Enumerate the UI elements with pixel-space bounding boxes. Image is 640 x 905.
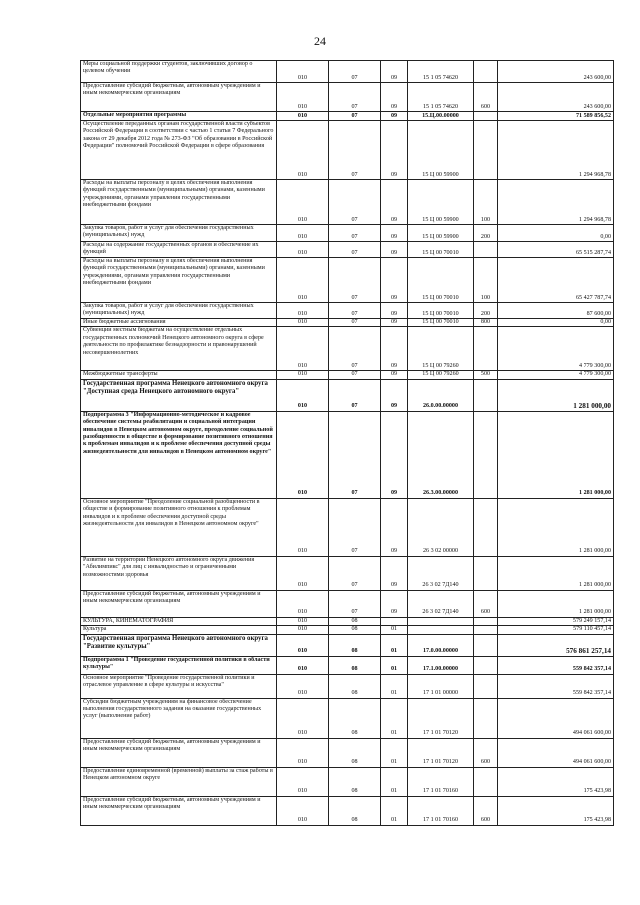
row-section-code: 07 <box>329 61 381 83</box>
row-name: Предоставление субсидий бюджетным, автономным учреждениям и иным некоммерческим организациям <box>81 796 277 825</box>
row-subsection-code: 09 <box>381 61 408 83</box>
table-row <box>81 556 614 590</box>
row-subsection-code: 09 <box>381 556 408 590</box>
table-row <box>81 411 614 498</box>
row-ved-code: 010 <box>277 258 329 303</box>
row-expense-type <box>474 626 498 634</box>
row-name: Предоставление субсидий бюджетным, автономным учреждениям и иным некоммерческим организациям <box>81 83 277 112</box>
row-expense-type: 600 <box>474 738 498 767</box>
row-section-code: 07 <box>329 83 381 112</box>
row-target-article: 15 Ц 00 79260 <box>408 327 474 371</box>
row-target-article: 26 3 02 7Д140 <box>408 556 474 590</box>
row-subsection-code: 01 <box>381 767 408 796</box>
row-section-code: 07 <box>329 590 381 617</box>
row-name: Иные бюджетные ассигнования <box>81 319 277 327</box>
row-section-code: 07 <box>329 556 381 590</box>
table-row <box>81 674 614 698</box>
row-ved-code: 010 <box>277 225 329 242</box>
row-amount: 1 294 968,78 <box>498 121 614 180</box>
row-target-article: 15 Ц 00 59900 <box>408 121 474 180</box>
row-amount: 494 061 600,00 <box>498 698 614 738</box>
row-target-article: 26.0.00.00000 <box>408 379 474 411</box>
row-name: Государственная программа Ненецкого автономного округа "Доступная среда Ненецкого автономного округа" <box>81 379 277 411</box>
row-subsection-code <box>381 617 408 625</box>
row-amount: 65 515 287,74 <box>498 242 614 258</box>
row-target-article <box>408 617 474 625</box>
row-expense-type: 600 <box>474 83 498 112</box>
row-name: Расходы на выплаты персоналу в целях обеспечения выполнения функций государственными (муниципальными) органами, казенными учреждениями, органами управления государственными внебюджетными фондами <box>81 180 277 225</box>
row-name: Расходы на содержание государственных органов и обеспечение их функций <box>81 242 277 258</box>
row-section-code: 08 <box>329 617 381 625</box>
row-name: Предоставление единовременной (временной) выплаты за стаж работы в Ненецком автономном округе <box>81 767 277 796</box>
row-target-article: 17 1 01 70120 <box>408 698 474 738</box>
row-target-article: 15 Ц 00 70010 <box>408 242 474 258</box>
row-expense-type <box>474 498 498 556</box>
row-name: Предоставление субсидий бюджетным, автономным учреждениям и иным некоммерческим организациям <box>81 738 277 767</box>
row-expense-type <box>474 674 498 698</box>
row-target-article: 26.3.00.00000 <box>408 411 474 498</box>
row-name: Подпрограмма 1 "Проведение государственной политики в области культуры" <box>81 656 277 674</box>
row-target-article: 17.1.00.00000 <box>408 656 474 674</box>
table-row <box>81 180 614 225</box>
row-section-code: 07 <box>329 371 381 379</box>
table-row <box>81 626 614 634</box>
table-row <box>81 225 614 242</box>
row-section-code: 07 <box>329 112 381 121</box>
row-section-code: 08 <box>329 698 381 738</box>
row-target-article: 17 1 01 70160 <box>408 767 474 796</box>
row-name: Основное мероприятие "Проведение государственной политики и отраслевое управление в сфере культуры и искусства" <box>81 674 277 698</box>
row-expense-type <box>474 617 498 625</box>
row-expense-type: 100 <box>474 180 498 225</box>
row-target-article: 15.Ц.00.00000 <box>408 112 474 121</box>
table-row <box>81 590 614 617</box>
row-ved-code: 010 <box>277 674 329 698</box>
row-amount: 87 600,00 <box>498 303 614 319</box>
row-ved-code: 010 <box>277 411 329 498</box>
row-subsection-code: 01 <box>381 796 408 825</box>
row-amount: 175 423,98 <box>498 767 614 796</box>
row-amount: 579 249 157,14 <box>498 617 614 625</box>
row-ved-code: 010 <box>277 698 329 738</box>
row-ved-code: 010 <box>277 556 329 590</box>
row-section-code: 07 <box>329 319 381 327</box>
row-target-article: 15 Ц 00 79260 <box>408 371 474 379</box>
row-ved-code: 010 <box>277 61 329 83</box>
table-row <box>81 698 614 738</box>
row-expense-type <box>474 112 498 121</box>
row-target-article: 15 Ц 00 70010 <box>408 258 474 303</box>
row-expense-type <box>474 767 498 796</box>
table-row <box>81 242 614 258</box>
row-amount: 65 427 787,74 <box>498 258 614 303</box>
row-ved-code: 010 <box>277 83 329 112</box>
row-name: Закупка товаров, работ и услуг для обеспечения государственных (муниципальных) нужд <box>81 303 277 319</box>
row-subsection-code: 09 <box>381 180 408 225</box>
table-body <box>81 61 614 826</box>
row-section-code: 08 <box>329 796 381 825</box>
row-target-article: 15 Ц 00 59900 <box>408 225 474 242</box>
row-subsection-code: 09 <box>381 590 408 617</box>
row-amount: 579 110 457,14 <box>498 626 614 634</box>
row-name: Субсидии бюджетным учреждениям на финансовое обеспечение выполнения государственного задания на оказание государственных услуг (выполнение работ) <box>81 698 277 738</box>
row-expense-type: 800 <box>474 319 498 327</box>
row-subsection-code: 01 <box>381 656 408 674</box>
row-section-code: 08 <box>329 738 381 767</box>
row-ved-code: 010 <box>277 319 329 327</box>
row-target-article: 26 3 02 7Д140 <box>408 590 474 617</box>
row-amount: 1 281 000,00 <box>498 556 614 590</box>
row-amount: 243 600,00 <box>498 83 614 112</box>
row-expense-type <box>474 242 498 258</box>
row-subsection-code: 01 <box>381 626 408 634</box>
row-expense-type <box>474 556 498 590</box>
row-amount: 71 589 856,52 <box>498 112 614 121</box>
row-amount: 576 861 257,14 <box>498 634 614 656</box>
page-number: 24 <box>314 34 326 48</box>
row-ved-code: 010 <box>277 303 329 319</box>
row-name: Подпрограмма 3 "Информационно-методическое и кадровое обеспечение системы реабилитации и социальной интеграции инвалидов в Ненецком автономном округе, преодоление социальной разобщенности в обществе и формирование позитивного отношения к проблемам инвалидов и к проблеме обеспечения доступной среды жизнедеятельности для инвалидов в Ненецком автономном округе" <box>81 411 277 498</box>
row-ved-code: 010 <box>277 379 329 411</box>
row-subsection-code: 09 <box>381 258 408 303</box>
row-subsection-code: 01 <box>381 738 408 767</box>
table-row <box>81 303 614 319</box>
row-target-article: 15 1 05 74620 <box>408 61 474 83</box>
table-row <box>81 767 614 796</box>
row-subsection-code: 09 <box>381 225 408 242</box>
row-name: Отдельные мероприятия программы <box>81 112 277 121</box>
table-row <box>81 61 614 83</box>
row-target-article: 17.0.00.00000 <box>408 634 474 656</box>
row-ved-code: 010 <box>277 634 329 656</box>
row-subsection-code: 09 <box>381 498 408 556</box>
table-row <box>81 258 614 303</box>
row-ved-code: 010 <box>277 498 329 556</box>
table-row <box>81 656 614 674</box>
row-expense-type <box>474 698 498 738</box>
row-ved-code: 010 <box>277 121 329 180</box>
row-amount: 1 281 000,00 <box>498 379 614 411</box>
row-name: Субвенции местным бюджетам на осуществление отдельных государственных полномочий Ненецкого автономного округа в сфере деятельности по профилактике безнадзорности и правонарушений несовершеннолетних <box>81 327 277 371</box>
row-subsection-code: 09 <box>381 327 408 371</box>
row-name: Предоставление субсидий бюджетным, автономным учреждениям и иным некоммерческим организациям <box>81 590 277 617</box>
row-expense-type <box>474 656 498 674</box>
row-target-article: 15 Ц 00 70010 <box>408 303 474 319</box>
row-amount: 494 061 600,00 <box>498 738 614 767</box>
row-amount: 1 294 968,78 <box>498 180 614 225</box>
row-expense-type <box>474 121 498 180</box>
table-row <box>81 379 614 411</box>
row-amount: 4 779 300,00 <box>498 327 614 371</box>
row-section-code: 08 <box>329 767 381 796</box>
row-section-code: 07 <box>329 180 381 225</box>
row-amount: 559 842 357,14 <box>498 674 614 698</box>
row-expense-type <box>474 327 498 371</box>
row-subsection-code: 09 <box>381 411 408 498</box>
table-row <box>81 327 614 371</box>
row-expense-type <box>474 61 498 83</box>
row-subsection-code: 01 <box>381 634 408 656</box>
row-ved-code: 010 <box>277 656 329 674</box>
row-expense-type: 200 <box>474 303 498 319</box>
row-expense-type: 600 <box>474 590 498 617</box>
row-name: Расходы на выплаты персоналу в целях обеспечения выполнения функций государственными (муниципальными) органами, казенными учреждениями, органами управления государственными внебюджетными фондами <box>81 258 277 303</box>
row-section-code: 08 <box>329 634 381 656</box>
row-expense-type: 100 <box>474 258 498 303</box>
row-name: Закупка товаров, работ и услуг для обеспечения государственных (муниципальных) нужд <box>81 225 277 242</box>
row-amount: 1 281 000,00 <box>498 498 614 556</box>
row-ved-code: 010 <box>277 626 329 634</box>
row-subsection-code: 09 <box>381 112 408 121</box>
row-section-code: 07 <box>329 498 381 556</box>
row-expense-type <box>474 411 498 498</box>
row-subsection-code: 09 <box>381 83 408 112</box>
budget-table <box>80 60 614 826</box>
row-expense-type: 200 <box>474 225 498 242</box>
row-expense-type: 500 <box>474 371 498 379</box>
row-section-code: 08 <box>329 626 381 634</box>
table-row <box>81 796 614 825</box>
row-name: Осуществление переданных органам государственной власти субъектов Российской Федерации в соответствии с частью 1 статьи 7 Федерального закона от 29 декабря 2012 года № 273-ФЗ "Об образовании в Российской Федерации" полномочий Российской Федерации в сфере образования <box>81 121 277 180</box>
row-ved-code: 010 <box>277 796 329 825</box>
row-expense-type <box>474 379 498 411</box>
row-subsection-code: 09 <box>381 303 408 319</box>
row-ved-code: 010 <box>277 617 329 625</box>
row-amount: 243 600,00 <box>498 61 614 83</box>
row-amount: 0,00 <box>498 319 614 327</box>
row-target-article: 15 Ц 00 70010 <box>408 319 474 327</box>
table-row <box>81 112 614 121</box>
row-ved-code: 010 <box>277 590 329 617</box>
row-ved-code: 010 <box>277 242 329 258</box>
row-section-code: 07 <box>329 121 381 180</box>
row-amount: 559 842 357,14 <box>498 656 614 674</box>
row-subsection-code: 01 <box>381 674 408 698</box>
row-section-code: 08 <box>329 674 381 698</box>
row-subsection-code: 09 <box>381 319 408 327</box>
row-subsection-code: 09 <box>381 242 408 258</box>
row-amount: 1 281 000,00 <box>498 411 614 498</box>
row-amount: 1 281 000,00 <box>498 590 614 617</box>
row-amount: 0,00 <box>498 225 614 242</box>
row-expense-type <box>474 634 498 656</box>
row-subsection-code: 09 <box>381 371 408 379</box>
row-name: Развитие на территории Ненецкого автономного округа движения "Абилимпикс" для лиц с инвалидностью и ограниченными возможностями здоровья <box>81 556 277 590</box>
row-section-code: 07 <box>329 225 381 242</box>
table-row <box>81 121 614 180</box>
row-target-article <box>408 626 474 634</box>
row-target-article: 17 1 01 70120 <box>408 738 474 767</box>
row-subsection-code: 09 <box>381 121 408 180</box>
row-section-code: 08 <box>329 656 381 674</box>
row-name: Государственная программа Ненецкого автономного округа "Развитие культуры" <box>81 634 277 656</box>
table-row <box>81 617 614 625</box>
row-subsection-code: 01 <box>381 698 408 738</box>
row-ved-code: 010 <box>277 327 329 371</box>
row-section-code: 07 <box>329 242 381 258</box>
table-row <box>81 83 614 112</box>
row-target-article: 17 1 01 70160 <box>408 796 474 825</box>
row-ved-code: 010 <box>277 180 329 225</box>
row-target-article: 17 1 01 00000 <box>408 674 474 698</box>
row-subsection-code: 09 <box>381 379 408 411</box>
row-section-code: 07 <box>329 258 381 303</box>
row-amount: 175 423,98 <box>498 796 614 825</box>
row-section-code: 07 <box>329 303 381 319</box>
row-name: Межбюджетные трансферты <box>81 371 277 379</box>
row-target-article: 15 Ц 00 59900 <box>408 180 474 225</box>
row-section-code: 07 <box>329 411 381 498</box>
table-row <box>81 319 614 327</box>
table-row <box>81 738 614 767</box>
row-section-code: 07 <box>329 379 381 411</box>
row-target-article: 26 3 02 00000 <box>408 498 474 556</box>
row-name: Основное мероприятие "Преодоление социальной разобщенности в обществе и формирование позитивного отношения к проблемам инвалидов и к проблеме обеспечения доступной среды жизнедеятельности для инвалидов в Ненецком автономном округе" <box>81 498 277 556</box>
row-ved-code: 010 <box>277 767 329 796</box>
row-target-article: 15 1 05 74620 <box>408 83 474 112</box>
row-ved-code: 010 <box>277 738 329 767</box>
table-row <box>81 371 614 379</box>
row-section-code: 07 <box>329 327 381 371</box>
row-ved-code: 010 <box>277 112 329 121</box>
row-name: Культура <box>81 626 277 634</box>
row-expense-type: 600 <box>474 796 498 825</box>
row-name: КУЛЬТУРА, КИНЕМАТОГРАФИЯ <box>81 617 277 625</box>
row-ved-code: 010 <box>277 371 329 379</box>
row-name: Меры социальной поддержки студентов, заключивших договор о целевом обучении <box>81 61 277 83</box>
table-row <box>81 634 614 656</box>
row-amount: 4 779 300,00 <box>498 371 614 379</box>
table-row <box>81 498 614 556</box>
